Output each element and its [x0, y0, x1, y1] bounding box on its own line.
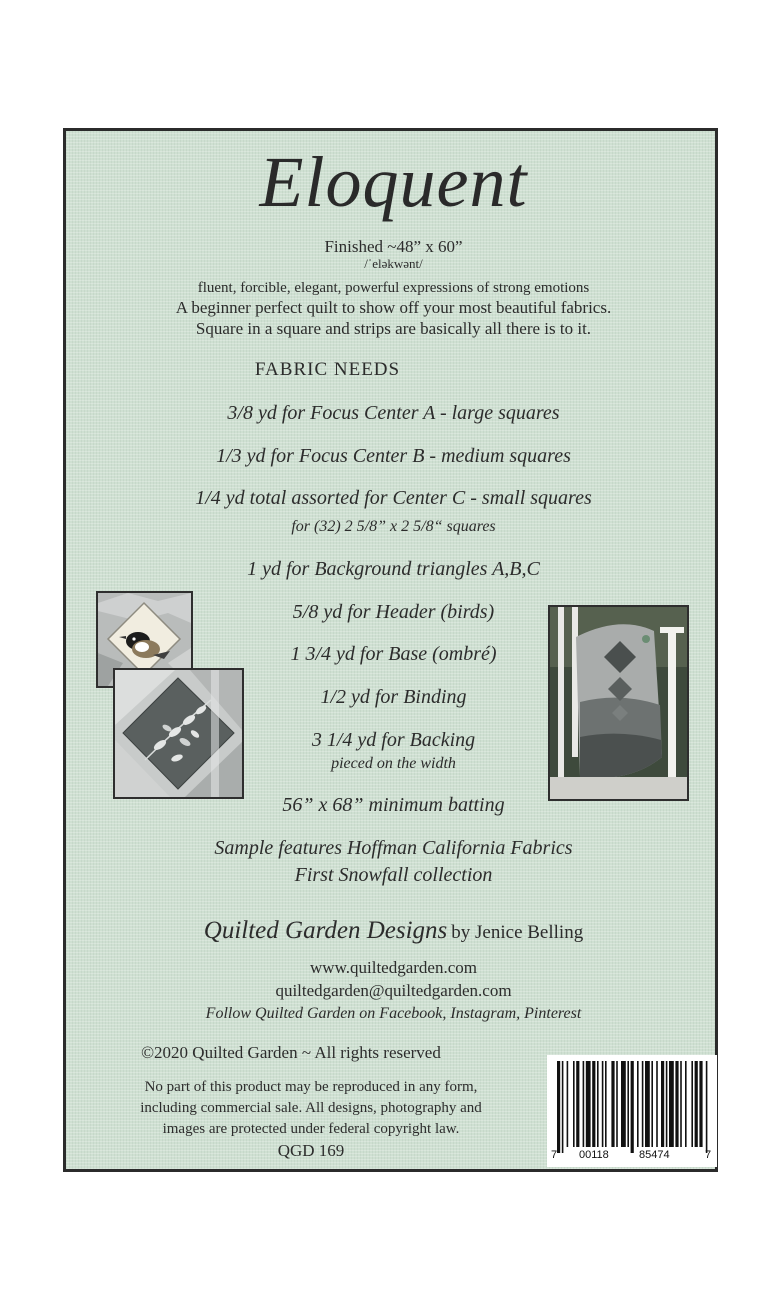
barcode-bar: [637, 1061, 639, 1147]
fabric-item-note: pieced on the width: [331, 755, 456, 772]
barcode-bar: [621, 1061, 626, 1147]
barcode-digit-suffix: 7: [705, 1149, 712, 1161]
pattern-back-cover: [63, 128, 718, 1172]
leaf-block-photo: [113, 668, 244, 799]
fabric-item: 1/3 yd for Focus Center B - medium squares: [216, 445, 571, 467]
barcode-bar: [597, 1061, 599, 1147]
barcode-digit-left: 00118: [579, 1149, 609, 1161]
fabric-item: 56” x 68” minimum batting: [282, 794, 505, 816]
pronunciation: /ˈeləkwənt/: [364, 256, 423, 271]
barcode-bar: [685, 1061, 687, 1147]
pattern-title: Eloquent: [259, 142, 528, 222]
barcode-bar: [691, 1061, 693, 1147]
copyright: ©2020 Quilted Garden ~ All rights reserved: [141, 1043, 441, 1062]
email-link[interactable]: quiltedgarden@quiltedgarden.com: [275, 981, 512, 1000]
barcode-bar: [611, 1061, 614, 1147]
barcode-bar: [666, 1061, 668, 1147]
website-link[interactable]: www.quiltedgarden.com: [310, 958, 477, 977]
barcode-bar: [669, 1061, 674, 1147]
fabric-item: 3 1/4 yd for Backing: [311, 729, 476, 751]
fabric-item: 1 3/4 yd for Base (ombré): [290, 643, 497, 665]
sample-line-2: First Snowfall collection: [294, 864, 493, 886]
leaf-block-image: [115, 670, 242, 797]
barcode-bar: [576, 1061, 579, 1147]
barcode-digits: [547, 1149, 717, 1165]
barcode-bar: [706, 1061, 708, 1153]
fabric-item-note: for (32) 2 5/8” x 2 5/8“ squares: [291, 518, 496, 535]
brand-name: Quilted Garden Designs: [203, 917, 448, 944]
barcode: [547, 1055, 717, 1167]
barcode-bar: [642, 1061, 644, 1147]
barcode-bar: [651, 1061, 653, 1147]
barcode-bar: [645, 1061, 650, 1147]
sample-line-1: Sample features Hoffman California Fabrics: [214, 837, 573, 859]
barcode-bar: [573, 1061, 575, 1147]
barcode-bar: [592, 1061, 595, 1147]
barcode-bar: [602, 1061, 604, 1147]
barcode-bar: [567, 1061, 569, 1147]
barcode-bar: [605, 1061, 607, 1147]
legal-line: No part of this product may be reproduced in any form,: [144, 1079, 478, 1095]
barcode-bar: [699, 1061, 702, 1147]
barcode-bar: [680, 1061, 682, 1147]
fabric-item: 1 yd for Background triangles A,B,C: [247, 558, 540, 580]
quilt-photo-image: [550, 607, 687, 799]
barcode-digit-prefix: 7: [551, 1149, 558, 1161]
fabric-item: 3/8 yd for Focus Center A - large squares: [227, 402, 560, 424]
barcode-bar: [695, 1061, 698, 1147]
legal-line: images are protected under federal copyright law.: [162, 1121, 460, 1137]
intro-line-2: Square in a square and strips are basically all there is to it.: [195, 319, 592, 338]
fabric-needs-heading: FABRIC NEEDS: [254, 359, 401, 380]
brand-line: [66, 917, 721, 945]
barcode-bar: [616, 1061, 618, 1147]
social-line: Follow Quilted Garden on Facebook, Instagram, Pinterest: [205, 1005, 582, 1022]
barcode-bar: [562, 1061, 564, 1153]
definition: fluent, forcible, elegant, powerful expressions of strong emotions: [197, 280, 590, 296]
barcode-bar: [631, 1061, 634, 1153]
barcode-bar: [656, 1061, 658, 1147]
fabric-item: 1/4 yd total assorted for Center C - small squares: [195, 487, 592, 509]
fabric-item: 1/2 yd for Binding: [320, 686, 467, 708]
quilt-on-chair-photo: [548, 605, 689, 801]
legal-notice: [66, 1077, 556, 1140]
finished-size: Finished ~48” x 60”: [324, 237, 463, 256]
intro-line-1: A beginner perfect quilt to show off your most beautiful fabrics.: [175, 298, 612, 317]
barcode-digit-right: 85474: [639, 1149, 670, 1161]
fabric-item: 5/8 yd for Header (birds): [292, 601, 495, 623]
barcode-bar: [586, 1061, 591, 1147]
barcode-bar: [583, 1061, 585, 1147]
product-code: QGD 169: [277, 1141, 345, 1160]
barcode-bar: [557, 1061, 560, 1153]
barcode-bar: [661, 1061, 664, 1147]
barcode-bar: [675, 1061, 678, 1147]
brand-author: by Jenice Belling: [451, 922, 584, 943]
barcode-bar: [627, 1061, 629, 1147]
legal-line: including commercial sale. All designs, photography and: [140, 1100, 482, 1116]
